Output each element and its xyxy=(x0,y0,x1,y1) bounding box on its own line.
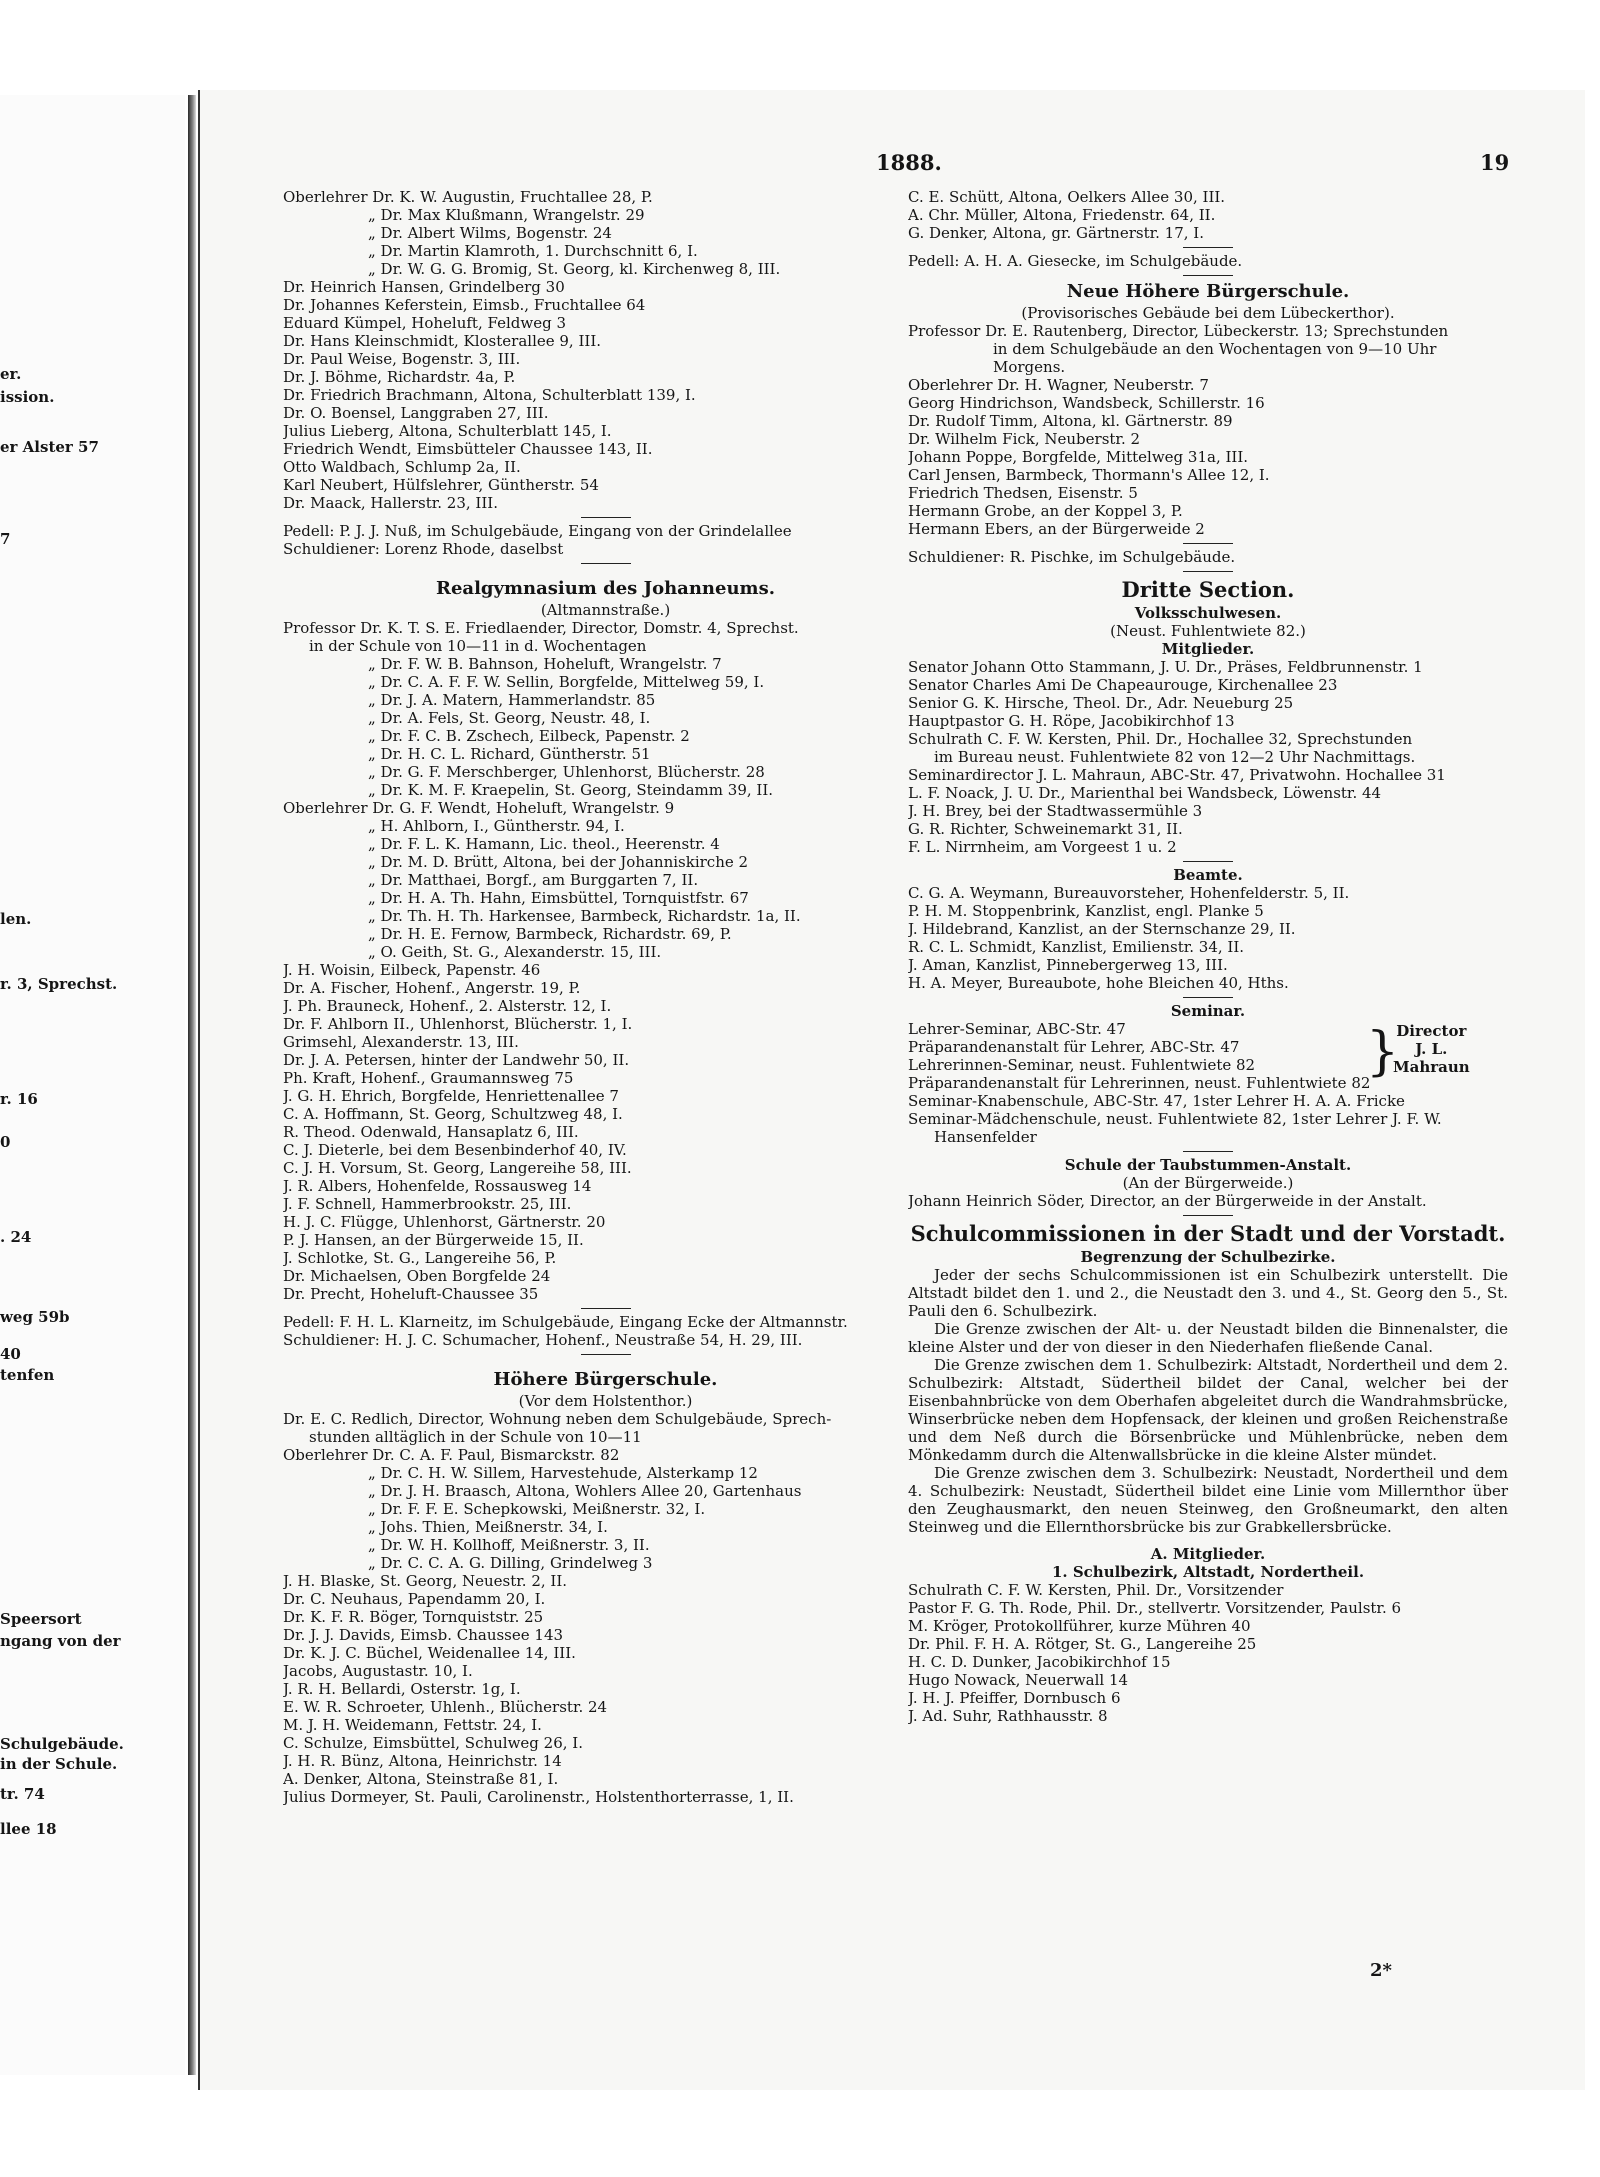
running-header-year: 1888. xyxy=(876,150,942,175)
seminar-line: Lehrer-Seminar, ABC-Str. 47 xyxy=(908,1020,1126,1038)
section-heading: (An der Bürgerweide.) xyxy=(1122,1174,1294,1192)
directory-entry: P. H. M. Stoppenbrink, Kanzlist, engl. Planke 5 xyxy=(908,902,1264,920)
directory-entry: Oberlehrer Dr. K. W. Augustin, Fruchtallee 28, P. xyxy=(283,188,653,206)
section-rule xyxy=(1183,997,1233,998)
directory-entry: in der Schule von 10—11 in d. Wochentagen xyxy=(309,637,647,655)
directory-entry: in dem Schulgebäude an den Wochentagen von 9—10 Uhr xyxy=(993,340,1437,358)
directory-entry: Oberlehrer Dr. C. A. F. Paul, Bismarckstr. 82 xyxy=(283,1446,620,1464)
directory-entry: Otto Waldbach, Schlump 2a, II. xyxy=(283,458,521,476)
directory-entry: R. Theod. Odenwald, Hansaplatz 6, III. xyxy=(283,1123,579,1141)
directory-entry: „ Dr. A. Fels, St. Georg, Neustr. 48, I. xyxy=(368,709,651,727)
seminar-line: Lehrerinnen-Seminar, neust. Fuhlentwiete 82 xyxy=(908,1056,1256,1074)
section-heading: Begrenzung der Schulbezirke. xyxy=(1080,1248,1336,1266)
directory-entry: Senator Johann Otto Stammann, J. U. Dr., Präses, Feldbrunnenstr. 1 xyxy=(908,658,1423,676)
paragraph: Jeder der sechs Schulcommissionen ist ein Schulbezirk unterstellt. Die Altstadt bildet den 1. und 2., die Neustadt den 3. und 4., St. Georg den 5., St. Pauli den 6. Schulbezirk. xyxy=(908,1266,1508,1320)
directory-entry: Friedrich Wendt, Eimsbütteler Chaussee 143, II. xyxy=(283,440,653,458)
directory-entry: J. Ad. Suhr, Rathhausstr. 8 xyxy=(908,1707,1108,1725)
directory-entry: Seminar-Mädchenschule, neust. Fuhlentwiete 82, 1ster Lehrer J. F. W. xyxy=(908,1110,1442,1128)
section-heading: Volksschulwesen. xyxy=(1134,604,1282,622)
directory-entry: Dr. J. A. Petersen, hinter der Landwehr 50, II. xyxy=(283,1051,630,1069)
directory-entry: Professor Dr. K. T. S. E. Friedlaender, Director, Domstr. 4, Sprechst. xyxy=(283,619,799,637)
directory-entry: H. A. Meyer, Bureaubote, hohe Bleichen 40, Hths. xyxy=(908,974,1289,992)
directory-entry: Johann Poppe, Borgfelde, Mittelweg 31a, III. xyxy=(908,448,1249,466)
signature-mark: 2* xyxy=(1370,1960,1392,1981)
section-heading: Höhere Bürgerschule. xyxy=(493,1369,718,1390)
directory-entry: „ Dr. Martin Klamroth, 1. Durchschnitt 6, I. xyxy=(368,242,698,260)
section-rule xyxy=(1183,247,1233,248)
directory-entry: Pedell: A. H. A. Giesecke, im Schulgebäude. xyxy=(908,252,1243,270)
prev-page-text: r. 3, Sprechst. xyxy=(0,975,118,993)
directory-entry: „ Dr. C. A. F. F. W. Sellin, Borgfelde, Mittelweg 59, I. xyxy=(368,673,765,691)
directory-entry: Karl Neubert, Hülfslehrer, Güntherstr. 54 xyxy=(283,476,599,494)
directory-entry: Dr. Precht, Hoheluft-Chaussee 35 xyxy=(283,1285,539,1303)
directory-entry: J. R. H. Bellardi, Osterstr. 1g, I. xyxy=(283,1680,521,1698)
directory-entry: Eduard Kümpel, Hoheluft, Feldweg 3 xyxy=(283,314,566,332)
directory-entry: Hermann Grobe, an der Koppel 3, P. xyxy=(908,502,1183,520)
section-heading: Beamte. xyxy=(1173,866,1243,884)
brace-label-line: J. L. xyxy=(1415,1040,1448,1058)
directory-entry: Dr. F. Ahlborn II., Uhlenhorst, Blücherstr. 1, I. xyxy=(283,1015,633,1033)
directory-entry: „ Dr. C. C. A. G. Dilling, Grindelweg 3 xyxy=(368,1554,653,1572)
section-rule xyxy=(1183,1215,1233,1216)
directory-entry: J. Schlotke, St. G., Langereihe 56, P. xyxy=(283,1249,557,1267)
section-heading: (Altmannstraße.) xyxy=(540,601,671,619)
directory-entry: Seminar-Knabenschule, ABC-Str. 47, 1ster Lehrer H. A. A. Fricke xyxy=(908,1092,1405,1110)
directory-entry: J. H. J. Pfeiffer, Dornbusch 6 xyxy=(908,1689,1121,1707)
directory-entry: „ Dr. H. E. Fernow, Barmbeck, Richardstr. 69, P. xyxy=(368,925,732,943)
spacer xyxy=(908,1536,1508,1545)
directory-entry: Friedrich Thedsen, Eisenstr. 5 xyxy=(908,484,1138,502)
section-heading: Seminar. xyxy=(1170,1002,1246,1020)
brace-label-line: Mahraun xyxy=(1393,1058,1470,1076)
prev-page-text: weg 59b xyxy=(0,1308,70,1326)
section-rule xyxy=(1183,571,1233,572)
prev-page-text: tr. 74 xyxy=(0,1785,45,1803)
directory-entry: C. G. A. Weymann, Bureauvorsteher, Hohenfelderstr. 5, II. xyxy=(908,884,1350,902)
directory-entry: M. Kröger, Protokollführer, kurze Mühren 40 xyxy=(908,1617,1251,1635)
directory-entry: im Bureau neust. Fuhlentwiete 82 von 12—2 Uhr Nachmittags. xyxy=(934,748,1416,766)
directory-entry: Pastor F. G. Th. Rode, Phil. Dr., stellvertr. Vorsitzender, Paulstr. 6 xyxy=(908,1599,1402,1617)
directory-entry: L. F. Noack, J. U. Dr., Marienthal bei Wandsbeck, Löwenstr. 44 xyxy=(908,784,1382,802)
directory-entry: Dr. Paul Weise, Bogenstr. 3, III. xyxy=(283,350,521,368)
directory-entry: J. Ph. Brauneck, Hohenf., 2. Alsterstr. 12, I. xyxy=(283,997,612,1015)
section-rule xyxy=(1183,1151,1233,1152)
directory-entry: „ Dr. W. H. Kollhoff, Meißnerstr. 3, II. xyxy=(368,1536,650,1554)
directory-entry: J. H. Blaske, St. Georg, Neuestr. 2, II. xyxy=(283,1572,568,1590)
directory-entry: Dr. C. Neuhaus, Papendamm 20, I. xyxy=(283,1590,546,1608)
directory-entry: Schuldiener: Lorenz Rhode, daselbst xyxy=(283,540,564,558)
directory-entry: Dr. Rudolf Timm, Altona, kl. Gärtnerstr. 89 xyxy=(908,412,1233,430)
directory-entry: Dr. J. Böhme, Richardstr. 4a, P. xyxy=(283,368,516,386)
prev-page-text: 0 xyxy=(0,1133,11,1151)
prev-page-text: in der Schule. xyxy=(0,1755,118,1773)
directory-entry: J. G. H. Ehrich, Borgfelde, Henriettenallee 7 xyxy=(283,1087,619,1105)
prev-page-text: r. 16 xyxy=(0,1090,38,1108)
directory-entry: Grimsehl, Alexanderstr. 13, III. xyxy=(283,1033,519,1051)
directory-entry: Dr. Friedrich Brachmann, Altona, Schulterblatt 139, I. xyxy=(283,386,696,404)
directory-entry: „ Dr. C. H. W. Sillem, Harvestehude, Alsterkamp 12 xyxy=(368,1464,758,1482)
prev-page-text: 7 xyxy=(0,530,11,548)
section-rule xyxy=(581,1354,631,1355)
directory-entry: Dr. Phil. F. H. A. Rötger, St. G., Langereihe 25 xyxy=(908,1635,1257,1653)
section-heading: A. Mitglieder. xyxy=(1150,1545,1266,1563)
directory-entry: „ Dr. Max Klußmann, Wrangelstr. 29 xyxy=(368,206,645,224)
directory-entry: „ Dr. F. L. K. Hamann, Lic. theol., Heerenstr. 4 xyxy=(368,835,720,853)
directory-entry: Pedell: F. H. L. Klarneitz, im Schulgebäude, Eingang Ecke der Altmannstr. xyxy=(283,1313,848,1331)
directory-entry: Dr. Maack, Hallerstr. 23, III. xyxy=(283,494,498,512)
spacer xyxy=(283,568,928,577)
spacer xyxy=(283,1359,928,1368)
directory-entry: Dr. K. J. C. Büchel, Weidenallee 14, III. xyxy=(283,1644,576,1662)
directory-entry: G. Denker, Altona, gr. Gärtnerstr. 17, I. xyxy=(908,224,1204,242)
directory-entry: „ Dr. J. A. Matern, Hammerlandstr. 85 xyxy=(368,691,656,709)
directory-entry: „ Dr. W. G. G. Bromig, St. Georg, kl. Kirchenweg 8, III. xyxy=(368,260,781,278)
directory-entry: Dr. K. F. R. Böger, Tornquiststr. 25 xyxy=(283,1608,544,1626)
page-number: 19 xyxy=(1480,150,1510,175)
directory-entry: Schulrath C. F. W. Kersten, Phil. Dr., Vorsitzender xyxy=(908,1581,1284,1599)
directory-entry: C. Schulze, Eimsbüttel, Schulweg 26, I. xyxy=(283,1734,583,1752)
section-rule xyxy=(581,517,631,518)
directory-entry: C. J. H. Vorsum, St. Georg, Langereihe 58, III. xyxy=(283,1159,632,1177)
directory-entry: Georg Hindrichson, Wandsbeck, Schillerstr. 16 xyxy=(908,394,1265,412)
section-heading: Dritte Section. xyxy=(1121,577,1295,602)
prev-page-text: tenfen xyxy=(0,1366,55,1384)
section-heading: Realgymnasium des Johanneums. xyxy=(436,578,775,599)
section-rule xyxy=(1183,275,1233,276)
directory-entry: A. Chr. Müller, Altona, Friedenstr. 64, II. xyxy=(908,206,1216,224)
right-column xyxy=(908,188,1508,1725)
directory-entry: Dr. Hans Kleinschmidt, Klosterallee 9, III. xyxy=(283,332,602,350)
directory-entry: Senior G. K. Hirsche, Theol. Dr., Adr. Neueburg 25 xyxy=(908,694,1294,712)
directory-entry: Ph. Kraft, Hohenf., Graumannsweg 75 xyxy=(283,1069,574,1087)
directory-entry: Hugo Nowack, Neuerwall 14 xyxy=(908,1671,1129,1689)
directory-entry: C. J. Dieterle, bei dem Besenbinderhof 40, IV. xyxy=(283,1141,627,1159)
directory-entry: C. A. Hoffmann, St. Georg, Schultzweg 48, I. xyxy=(283,1105,623,1123)
seminar-line: Präparandenanstalt für Lehrerinnen, neust. Fuhlentwiete 82 xyxy=(908,1074,1371,1092)
brace-glyph: } xyxy=(1366,1022,1400,1082)
directory-entry: „ Dr. J. H. Braasch, Altona, Wohlers Allee 20, Gartenhaus xyxy=(368,1482,802,1500)
directory-entry: E. W. R. Schroeter, Uhlenh., Blücherstr. 24 xyxy=(283,1698,608,1716)
section-heading: Mitglieder. xyxy=(1161,640,1255,658)
directory-entry: „ Dr. H. A. Th. Hahn, Eimsbüttel, Tornquistfstr. 67 xyxy=(368,889,749,907)
prev-page-text: Speersort xyxy=(0,1610,82,1628)
directory-entry: „ Dr. G. F. Merschberger, Uhlenhorst, Blücherstr. 28 xyxy=(368,763,765,781)
directory-entry: F. L. Nirrnheim, am Vorgeest 1 u. 2 xyxy=(908,838,1177,856)
directory-entry: stunden alltäglich in der Schule von 10—11 xyxy=(309,1428,642,1446)
directory-entry: J. H. Woisin, Eilbeck, Papenstr. 46 xyxy=(283,961,541,979)
directory-entry: M. J. H. Weidemann, Fettstr. 24, I. xyxy=(283,1716,542,1734)
directory-entry: C. E. Schütt, Altona, Oelkers Allee 30, III. xyxy=(908,188,1226,206)
paragraph: Die Grenze zwischen dem 1. Schulbezirk: Altstadt, Nordertheil und dem 2. Schulbezirk: Altstadt, Südertheil bildet der Canal, welcher bei der Eisenbahnbrücke von dem Oberhafen abgeleitet durch die Wandrahmsbrücke, Winserbrücke neben dem Hopfensack, der kleinen und großen Reichenstraße und dem Neß durch die Börsenbrücke und Mühlenbrücke, neben dem Mönkedamm durch die Altenwallsbrücke in die kleine Alster mündet. xyxy=(908,1356,1508,1464)
directory-entry: „ Dr. M. D. Brütt, Altona, bei der Johanniskirche 2 xyxy=(368,853,749,871)
directory-entry: Carl Jensen, Barmbeck, Thormann's Allee 12, I. xyxy=(908,466,1270,484)
section-rule xyxy=(581,1308,631,1309)
section-heading: (Neust. Fuhlentwiete 82.) xyxy=(1110,622,1306,640)
directory-entry: „ Dr. F. F. E. Schepkowski, Meißnerstr. 32, I. xyxy=(368,1500,706,1518)
directory-entry: J. F. Schnell, Hammerbrookstr. 25, III. xyxy=(283,1195,572,1213)
directory-entry: Dr. Heinrich Hansen, Grindelberg 30 xyxy=(283,278,565,296)
directory-entry: P. J. Hansen, an der Bürgerweide 15, II. xyxy=(283,1231,584,1249)
previous-page-fragment xyxy=(0,95,185,2075)
directory-entry: Dr. A. Fischer, Hohenf., Angerstr. 19, P. xyxy=(283,979,581,997)
directory-entry: Hansenfelder xyxy=(934,1128,1037,1146)
directory-entry: Schuldiener: R. Pischke, im Schulgebäude. xyxy=(908,548,1236,566)
section-rule xyxy=(1183,543,1233,544)
directory-entry: Johann Heinrich Söder, Director, an der Bürgerweide in der Anstalt. xyxy=(908,1192,1427,1210)
directory-entry: Julius Lieberg, Altona, Schulterblatt 145, I. xyxy=(283,422,612,440)
prev-page-text: len. xyxy=(0,910,32,928)
section-rule xyxy=(1183,861,1233,862)
directory-entry: Schuldiener: H. J. C. Schumacher, Hohenf., Neustraße 54, H. 29, III. xyxy=(283,1331,803,1349)
directory-entry: „ H. Ahlborn, I., Güntherstr. 94, I. xyxy=(368,817,625,835)
section-heading: (Provisorisches Gebäude bei dem Lübeckerthor). xyxy=(1021,304,1395,322)
directory-entry: Oberlehrer Dr. H. Wagner, Neuberstr. 7 xyxy=(908,376,1209,394)
paragraph: Die Grenze zwischen dem 3. Schulbezirk: Neustadt, Nordertheil und dem 4. Schulbezirk: Neustadt, Südertheil bildet eine Linie vom Millernthor über den Zeughausmarkt, den neuen Steinweg, den Großneumarkt, den alten Steinweg und die Ellernthorsbrücke bis zur Grabkellersbrücke. xyxy=(908,1464,1508,1536)
directory-entry: J. H. Brey, bei der Stadtwassermühle 3 xyxy=(908,802,1203,820)
section-heading: 1. Schulbezirk, Altstadt, Nordertheil. xyxy=(1051,1563,1365,1581)
directory-entry: Hermann Ebers, an der Bürgerweide 2 xyxy=(908,520,1205,538)
directory-entry: Oberlehrer Dr. G. F. Wendt, Hoheluft, Wrangelstr. 9 xyxy=(283,799,675,817)
directory-entry: A. Denker, Altona, Steinstraße 81, I. xyxy=(283,1770,559,1788)
prev-page-text: . 24 xyxy=(0,1228,32,1246)
directory-entry: „ Dr. F. W. B. Bahnson, Hoheluft, Wrangelstr. 7 xyxy=(368,655,722,673)
directory-entry: Morgens. xyxy=(993,358,1066,376)
prev-page-text: llee 18 xyxy=(0,1820,57,1838)
left-column xyxy=(283,188,928,1806)
directory-entry: Dr. Michaelsen, Oben Borgfelde 24 xyxy=(283,1267,551,1285)
directory-entry: J. Hildebrand, Kanzlist, an der Sternschanze 29, II. xyxy=(908,920,1296,938)
directory-entry: Julius Dormeyer, St. Pauli, Carolinenstr., Holstenthorterrasse, 1, II. xyxy=(283,1788,794,1806)
directory-entry: G. R. Richter, Schweinemarkt 31, II. xyxy=(908,820,1183,838)
directory-entry: „ Dr. K. M. F. Kraepelin, St. Georg, Steindamm 39, II. xyxy=(368,781,774,799)
section-heading: Schule der Taubstummen-Anstalt. xyxy=(1064,1156,1352,1174)
directory-entry: Senator Charles Ami De Chapeaurouge, Kirchenallee 23 xyxy=(908,676,1338,694)
prev-page-text: ission. xyxy=(0,388,55,406)
seminar-block xyxy=(908,1020,1508,1092)
section-rule xyxy=(581,563,631,564)
prev-page-text: Schulgebäude. xyxy=(0,1735,124,1753)
directory-entry: „ Dr. H. C. L. Richard, Güntherstr. 51 xyxy=(368,745,651,763)
directory-entry: Dr. Wilhelm Fick, Neuberstr. 2 xyxy=(908,430,1141,448)
directory-entry: J. R. Albers, Hohenfelde, Rossausweg 14 xyxy=(283,1177,592,1195)
directory-entry: Professor Dr. E. Rautenberg, Director, Lübeckerstr. 13; Sprechstunden xyxy=(908,322,1449,340)
directory-entry: „ Dr. Albert Wilms, Bogenstr. 24 xyxy=(368,224,612,242)
directory-entry: Seminardirector J. L. Mahraun, ABC-Str. 47, Privatwohn. Hochallee 31 xyxy=(908,766,1446,784)
directory-entry: Hauptpastor G. H. Röpe, Jacobikirchhof 13 xyxy=(908,712,1235,730)
book-gutter xyxy=(188,95,196,2075)
directory-entry: J. H. R. Bünz, Altona, Heinrichstr. 14 xyxy=(283,1752,562,1770)
directory-entry: „ Johs. Thien, Meißnerstr. 34, I. xyxy=(368,1518,608,1536)
directory-entry: Pedell: P. J. J. Nuß, im Schulgebäude, Eingang von der Grindelallee xyxy=(283,522,792,540)
prev-page-text: 40 xyxy=(0,1345,21,1363)
paragraph: Die Grenze zwischen der Alt- u. der Neustadt bilden die Binnenalster, die kleine Alster und der von dieser in den Niederhafen fließende Canal. xyxy=(908,1320,1508,1356)
directory-entry: H. J. C. Flügge, Uhlenhorst, Gärtnerstr. 20 xyxy=(283,1213,606,1231)
directory-entry: „ O. Geith, St. G., Alexanderstr. 15, III. xyxy=(368,943,662,961)
directory-entry: J. Aman, Kanzlist, Pinnebergerweg 13, III. xyxy=(908,956,1228,974)
seminar-director-label xyxy=(1393,1022,1470,1076)
directory-entry: Dr. J. J. Davids, Eimsb. Chaussee 143 xyxy=(283,1626,564,1644)
directory-entry: „ Dr. Th. H. Th. Harkensee, Barmbeck, Richardstr. 1a, II. xyxy=(368,907,801,925)
directory-entry: Dr. E. C. Redlich, Director, Wohnung neben dem Schulgebäude, Sprech- xyxy=(283,1410,832,1428)
directory-entry: Dr. Johannes Keferstein, Eimsb., Fruchtallee 64 xyxy=(283,296,646,314)
directory-entry: Schulrath C. F. W. Kersten, Phil. Dr., Hochallee 32, Sprechstunden xyxy=(908,730,1413,748)
section-heading: Schulcommissionen in der Stadt und der Vorstadt. xyxy=(910,1221,1506,1246)
seminar-line: Präparandenanstalt für Lehrer, ABC-Str. 47 xyxy=(908,1038,1240,1056)
directory-entry: Dr. O. Boensel, Langgraben 27, III. xyxy=(283,404,549,422)
directory-entry: Jacobs, Augustastr. 10, I. xyxy=(283,1662,473,1680)
prev-page-text: er Alster 57 xyxy=(0,438,99,456)
prev-page-text: ngang von der xyxy=(0,1632,121,1650)
section-heading: Neue Höhere Bürgerschule. xyxy=(1066,281,1350,302)
brace-label-line: Director xyxy=(1396,1022,1467,1040)
directory-entry: „ Dr. Matthaei, Borgf., am Burggarten 7, II. xyxy=(368,871,699,889)
prev-page-text: er. xyxy=(0,365,22,383)
directory-entry: R. C. L. Schmidt, Kanzlist, Emilienstr. 34, II. xyxy=(908,938,1245,956)
directory-entry: „ Dr. F. C. B. Zschech, Eilbeck, Papenstr. 2 xyxy=(368,727,690,745)
directory-entry: H. C. D. Dunker, Jacobikirchhof 15 xyxy=(908,1653,1171,1671)
section-heading: (Vor dem Holstenthor.) xyxy=(518,1392,693,1410)
